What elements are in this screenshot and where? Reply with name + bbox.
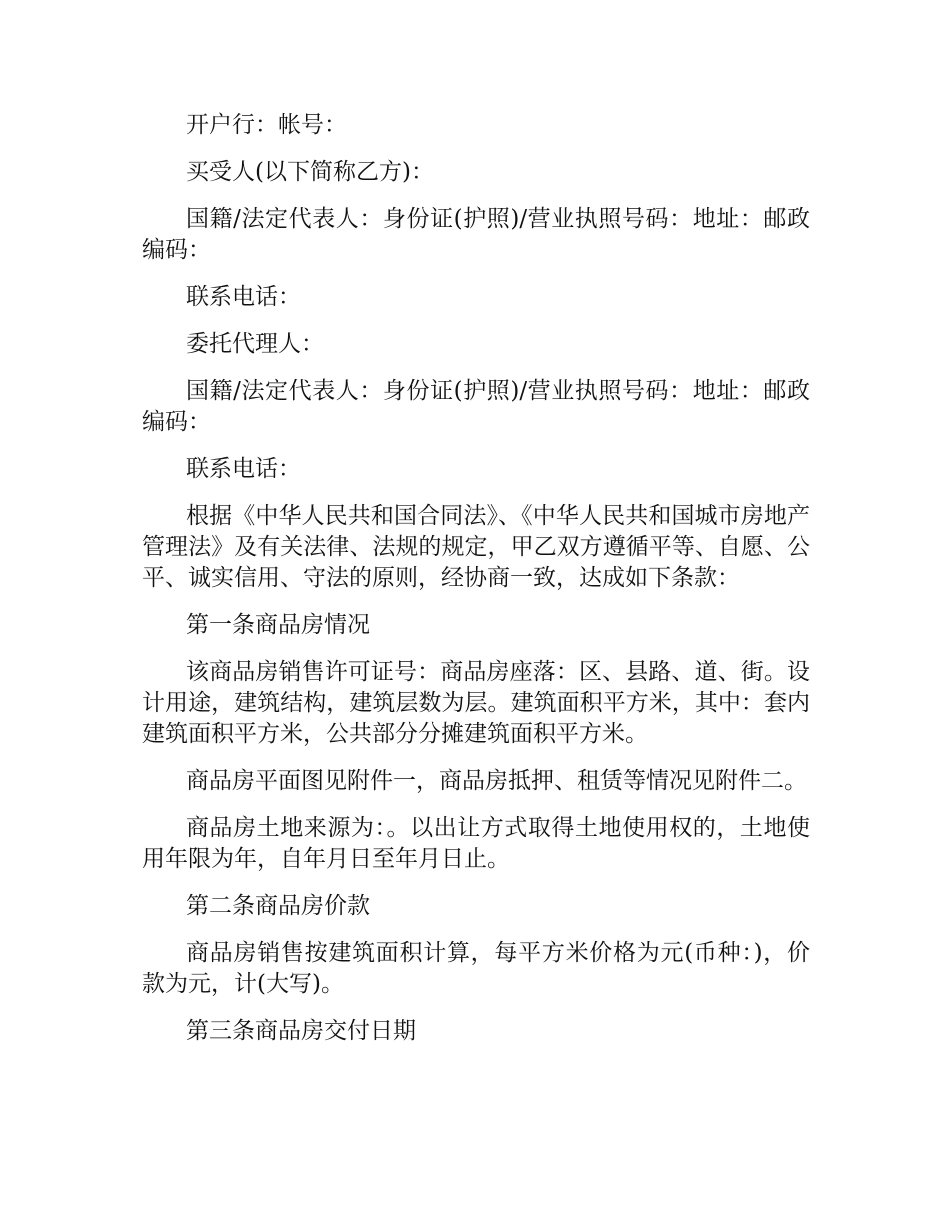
- paragraph-agent-identity: 国籍/法定代表人：身份证(护照)/营业执照号码：地址：邮政编码：: [142, 378, 810, 435]
- paragraph-property-details: 该商品房销售许可证号：商品房座落：区、县路、道、街。设计用途，建筑结构，建筑层数为层。建筑面积平方米，其中：套内建筑面积平方米，公共部分分摊建筑面积平方米。: [142, 659, 810, 747]
- paragraph-bank-account: 开户行：帐号：: [186, 112, 347, 138]
- paragraph-floor-plan: 商品房平面图见附件一，商品房抵押、租赁等情况见附件二。: [186, 768, 807, 794]
- document-body: [142, 110, 810, 1063]
- article-1-heading: 第一条商品房情况: [186, 612, 370, 638]
- paragraph-legal-basis: 根据《中华人民共和国合同法》、《中华人民共和国城市房地产管理法》及有关法律、法规的规定，甲乙双方遵循平等、自愿、公平、诚实信用、守法的原则，经协商一致，达成如下条款：: [142, 503, 810, 591]
- paragraph-buyer: 买受人(以下简称乙方)：: [186, 159, 434, 185]
- paragraph-land-source: 商品房土地来源为：。以出让方式取得土地使用权的，土地使用年限为年，自年月日至年月日止。: [142, 815, 810, 872]
- article-3-heading: 第三条商品房交付日期: [186, 1018, 416, 1044]
- paragraph-agent: 委托代理人：: [186, 331, 324, 357]
- article-2-heading: 第二条商品房价款: [186, 893, 370, 919]
- paragraph-buyer-phone: 联系电话：: [186, 284, 301, 310]
- paragraph-price: 商品房销售按建筑面积计算，每平方米价格为元(币种：)，价款为元，计(大写)。: [142, 940, 810, 997]
- paragraph-agent-phone: 联系电话：: [186, 456, 301, 482]
- paragraph-buyer-identity: 国籍/法定代表人：身份证(护照)/营业执照号码：地址：邮政编码：: [142, 206, 810, 263]
